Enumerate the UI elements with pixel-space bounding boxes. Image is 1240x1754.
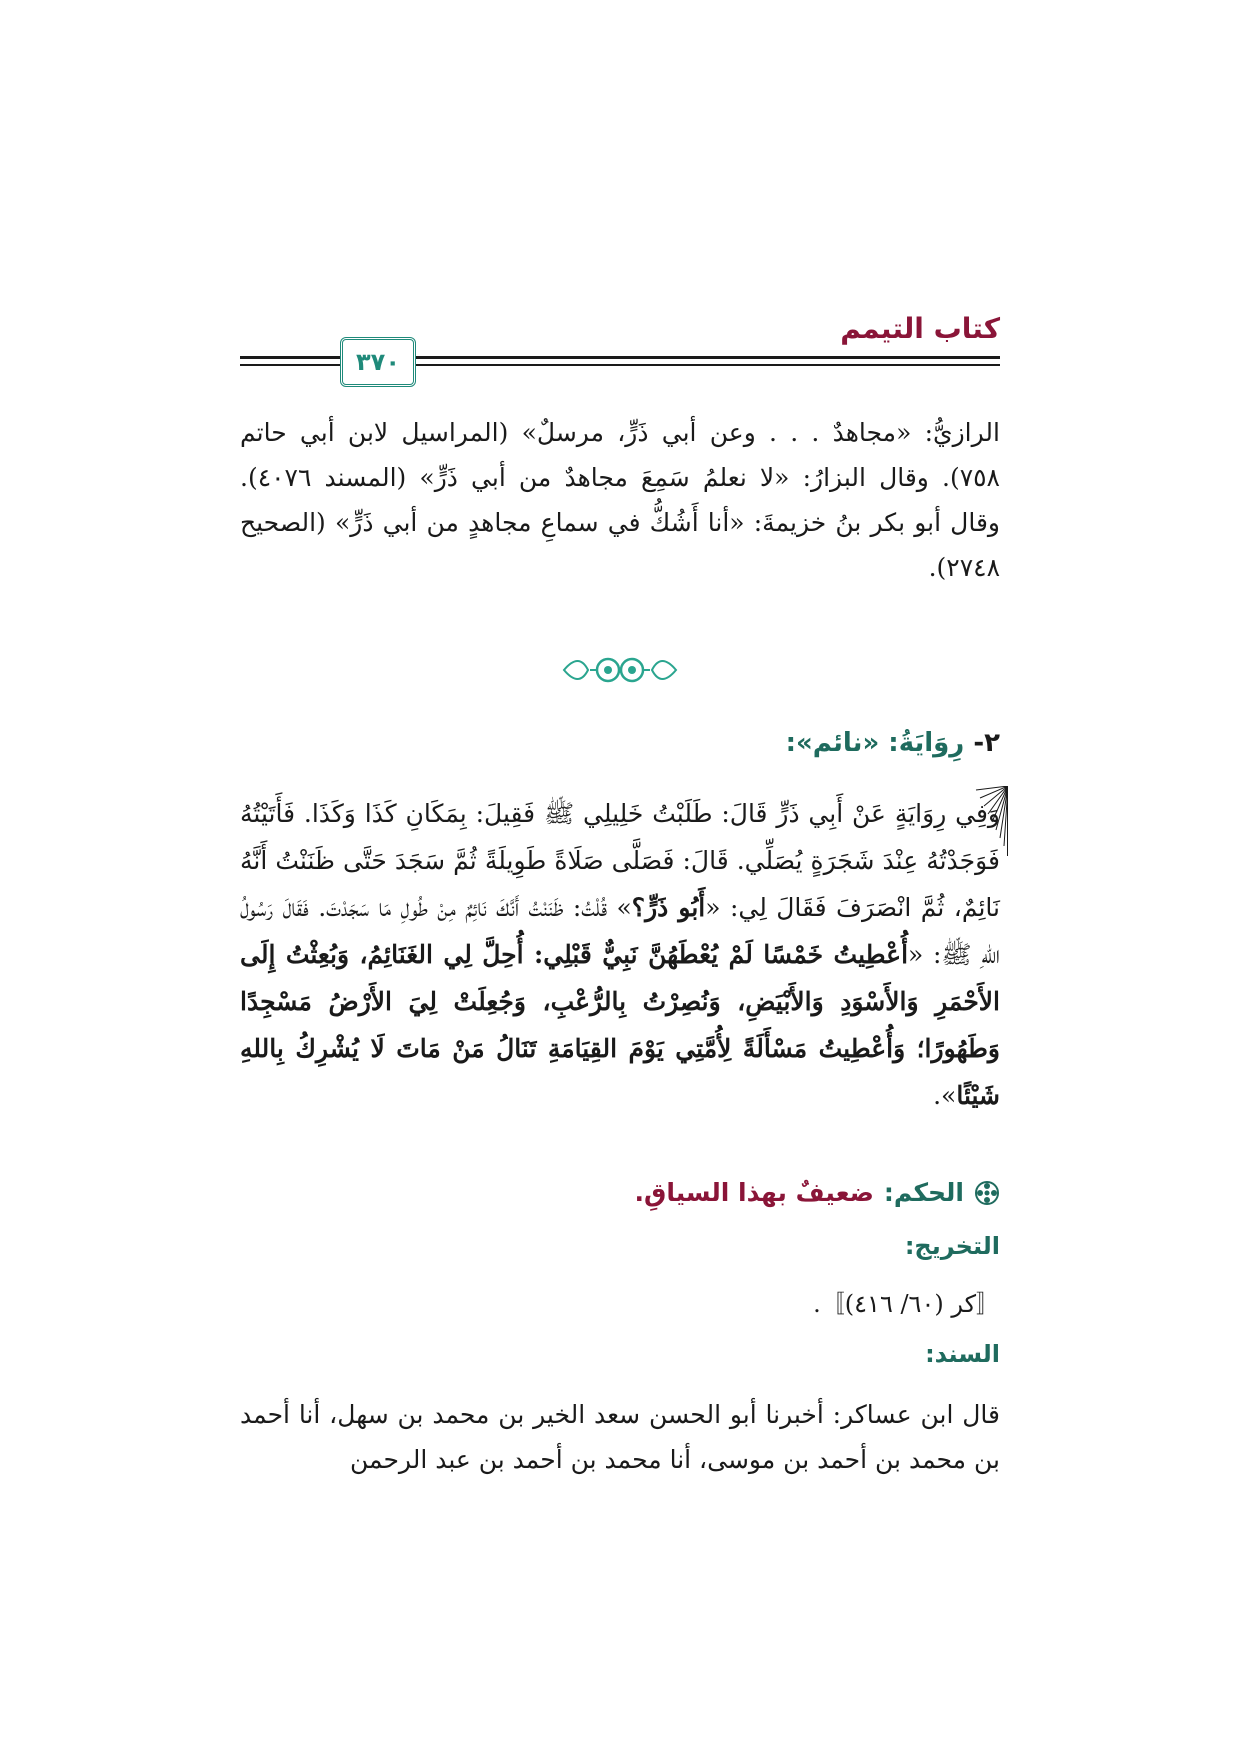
sanad-paragraph: قال ابن عساكر: أخبرنا أبو الحسن سعد الخير بن محمد بن سهل، أنا أحمد بن محمد بن أحمد بن موسى، أنا محمد بن أحمد بن عبد الرحمن [240, 1400, 1000, 1474]
flower-bullet-icon [974, 1180, 1000, 1206]
ruling-label: الحكم: [883, 1178, 964, 1207]
hadith-bold-2: أُعْطِيتُ خَمْسًا لَمْ يُعْطَهُنَّ نَبِيٌّ قَبْلِي: أُحِلَّ لِي الغَنَائِمُ، وَبُعِثْتُ إِلَى الأَحْمَرِ وَالأَسْوَدِ وَالأَبْيَضِ، وَنُصِرْتُ بِالرُّعْبِ، وَجُعِلَتْ لِيَ الأَرْضُ مَسْجِدًا وَطَهُورًا؛ وَأُعْطِيتُ مَسْأَلَةً لِأُمَّتِي يَوْمَ القِيَامَةِ تَنَالُ مَنْ مَاتَ لَا يُشْرِكُ بِاللهِ شَيْئًا [240, 940, 1000, 1110]
takhrij-label: التخريج: [904, 1232, 1000, 1260]
section-title: رِوَايَةُ: «نائم»: [785, 728, 965, 758]
page-number: ٣٧٠ [340, 337, 416, 387]
ruling-value: ضعيفٌ بهذا السياقِ. [634, 1178, 874, 1207]
section-heading [786, 728, 1000, 758]
hadith-bold-1: أَبُو ذَرٍّ؟ [631, 893, 706, 922]
sanad-label: السند: [925, 1340, 1000, 1368]
hadith-text [240, 790, 1000, 1119]
page-header [240, 312, 1000, 392]
intro-paragraph: الرازيُّ: «مجاهدٌ . . . وعن أبي ذَرٍّ، مرسلٌ» (المراسيل لابن أبي حاتم ٧٥٨). وقال البزارُ: «لا نعلمُ سَمِعَ مجاهدٌ من أبي ذَرٍّ» (المسند ٤٠٧٦). وقال أبو بكر بنُ خزيمةَ: «أنا أَشُكُّ في سماعِ مجاهدٍ من أبي ذَرٍّ» (الصحيح ٢٧٤٨). [240, 418, 1000, 582]
hadith-part-1: وَفِي رِوَايَةٍ عَنْ أَبِي ذَرٍّ قَالَ: طَلَبْتُ خَلِيلِي ﷺ فَقِيلَ: بِمَكَانِ كَذَا وَكَذَا. فَأَتَيْتُهُ فَوَجَدْتُهُ عِنْدَ شَجَرَةٍ يُصَلِّي. قَالَ: فَصَلَّى صَلَاةً طَوِيلَةً ثُمَّ سَجَدَ حَتَّى ظَنَنْتُ أَنَّهُ نَائِمٌ، ثُمَّ انْصَرَفَ فَقَالَ لِي: « [240, 799, 1000, 922]
ruling-line [634, 1178, 1000, 1207]
hadith-part-2: » قُلْتُ: ظَنَنْتُ أَنَّكَ نَائِمٌ مِنْ طُولِ مَا سَجَدْتَ. فَقَالَ رَسُولُ اللهِ ﷺ: « [240, 893, 1000, 969]
takhrij-reference: 〚كر (٦٠/ ٤١٦)〛. [813, 1290, 1000, 1318]
book-title: كتاب التيمم [840, 312, 1000, 345]
section-number: ٢- [973, 728, 1000, 758]
hadith-part-3: ». [933, 1081, 957, 1110]
ornament-divider-icon [560, 652, 680, 688]
